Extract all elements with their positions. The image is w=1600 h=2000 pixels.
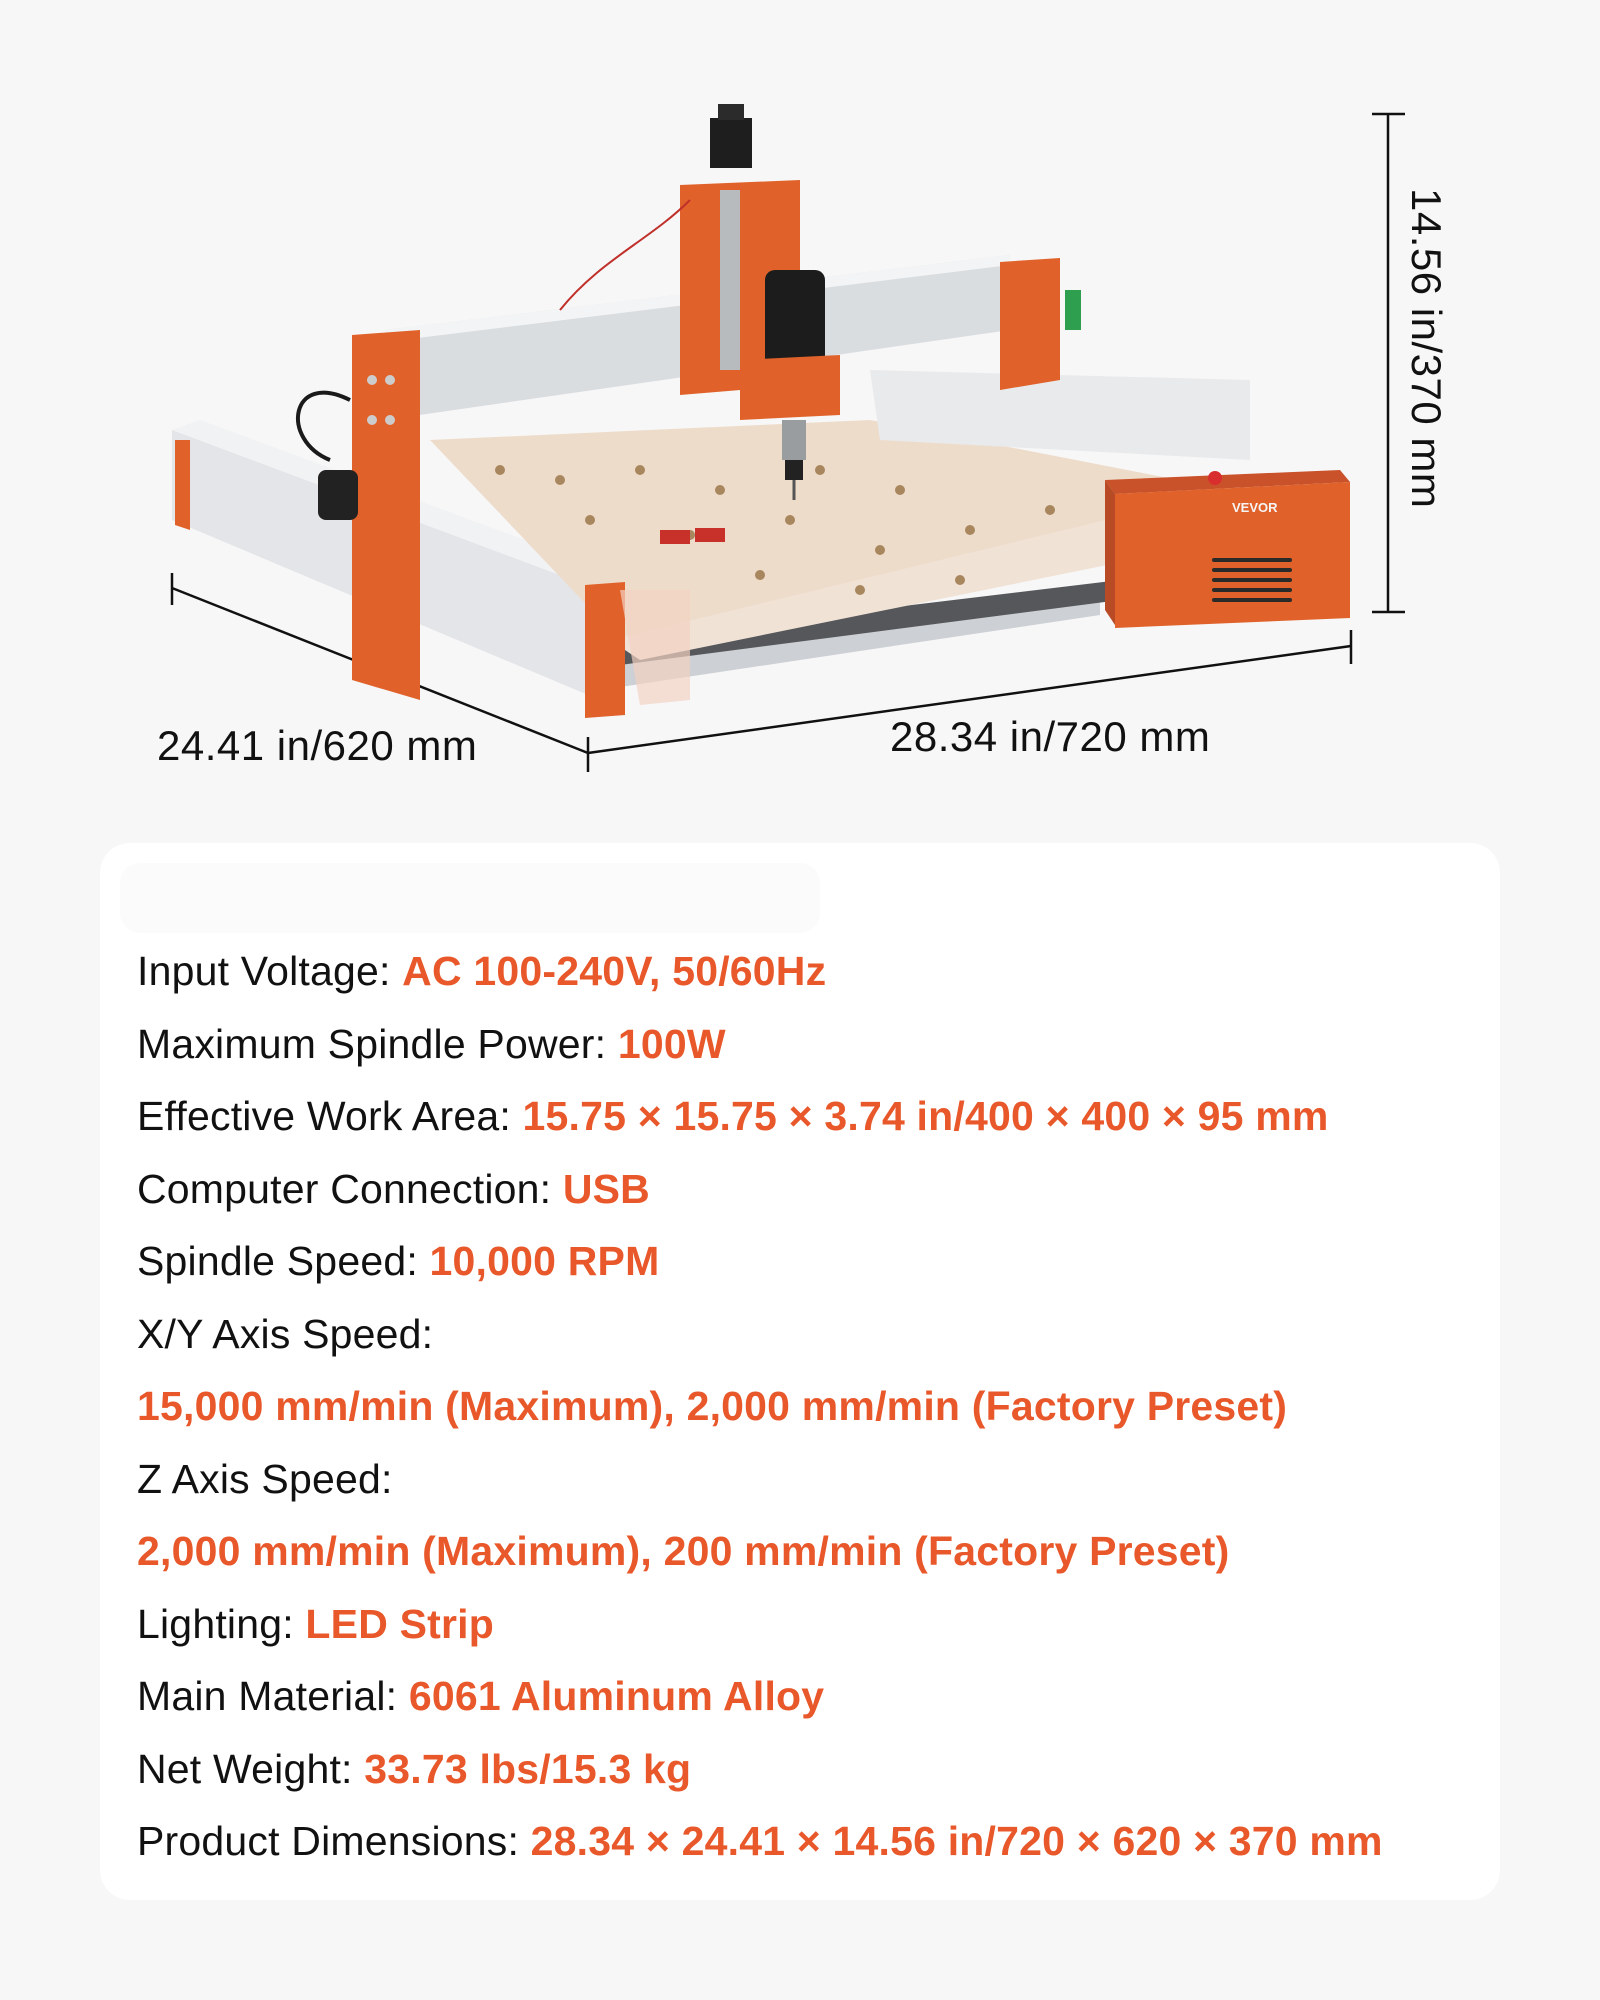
spec-value: 33.73 lbs/15.3 kg xyxy=(364,1745,692,1792)
spec-label: Lighting: xyxy=(137,1600,306,1647)
spec-value: USB xyxy=(562,1165,650,1212)
spec-value: 100W xyxy=(617,1020,726,1067)
spec-label: Main Material: xyxy=(137,1673,409,1719)
spec-label: Effective Work Area: xyxy=(137,1093,523,1139)
spec-label: Product Dimensions: xyxy=(137,1818,531,1864)
spec-row-product-dimensions xyxy=(137,1813,1470,1886)
card-header-placeholder xyxy=(120,863,820,933)
spec-row-xy-axis-speed-value xyxy=(137,1378,1470,1451)
spec-row-spindle-speed xyxy=(137,1233,1470,1306)
spec-row-xy-axis-speed-label xyxy=(137,1306,1470,1379)
specifications-card xyxy=(100,843,1500,1900)
spec-label: Spindle Speed: xyxy=(137,1238,430,1284)
spec-list xyxy=(137,943,1470,1886)
spec-label: X/Y Axis Speed: xyxy=(137,1310,434,1357)
spec-value: 15,000 mm/min (Maximum), 2,000 mm/min (Factory Preset) xyxy=(137,1383,1288,1429)
spec-row-work-area xyxy=(137,1088,1470,1161)
product-hero xyxy=(0,0,1600,800)
spec-label: Z Axis Speed: xyxy=(137,1455,393,1502)
cnc-machine-illustration xyxy=(0,0,1600,800)
spec-value: 28.34 × 24.41 × 14.56 in/720 × 620 × 370 mm xyxy=(530,1818,1383,1864)
spec-row-spindle-power xyxy=(137,1016,1470,1089)
dimension-depth-label: 24.41 in/620 mm xyxy=(157,722,478,769)
dimension-width-label: 28.34 in/720 mm xyxy=(890,713,1211,760)
spec-label: Maximum Spindle Power: xyxy=(137,1020,618,1067)
spec-value: 10,000 RPM xyxy=(429,1238,660,1284)
spec-row-main-material xyxy=(137,1668,1470,1741)
spec-value: 2,000 mm/min (Maximum), 200 mm/min (Factory Preset) xyxy=(137,1528,1230,1574)
spec-row-lighting xyxy=(137,1596,1470,1669)
spec-label: Net Weight: xyxy=(137,1745,365,1792)
spec-row-input-voltage xyxy=(137,943,1470,1016)
spec-row-computer-connection xyxy=(137,1161,1470,1234)
spec-row-z-axis-speed-label xyxy=(137,1451,1470,1524)
spec-value: 6061 Aluminum Alloy xyxy=(408,1673,825,1719)
spec-value: 15.75 × 15.75 × 3.74 in/400 × 400 × 95 mm xyxy=(522,1093,1329,1139)
spec-value: AC 100-240V, 50/60Hz xyxy=(402,948,827,994)
spec-label: Computer Connection: xyxy=(137,1165,563,1212)
dimension-height-label: 14.56 in/370 mm xyxy=(1403,188,1450,509)
brand-label: VEVOR xyxy=(1232,500,1278,515)
spec-row-net-weight xyxy=(137,1741,1470,1814)
spec-value: LED Strip xyxy=(305,1600,494,1647)
spec-label: Input Voltage: xyxy=(137,948,403,994)
spec-row-z-axis-speed-value xyxy=(137,1523,1470,1596)
